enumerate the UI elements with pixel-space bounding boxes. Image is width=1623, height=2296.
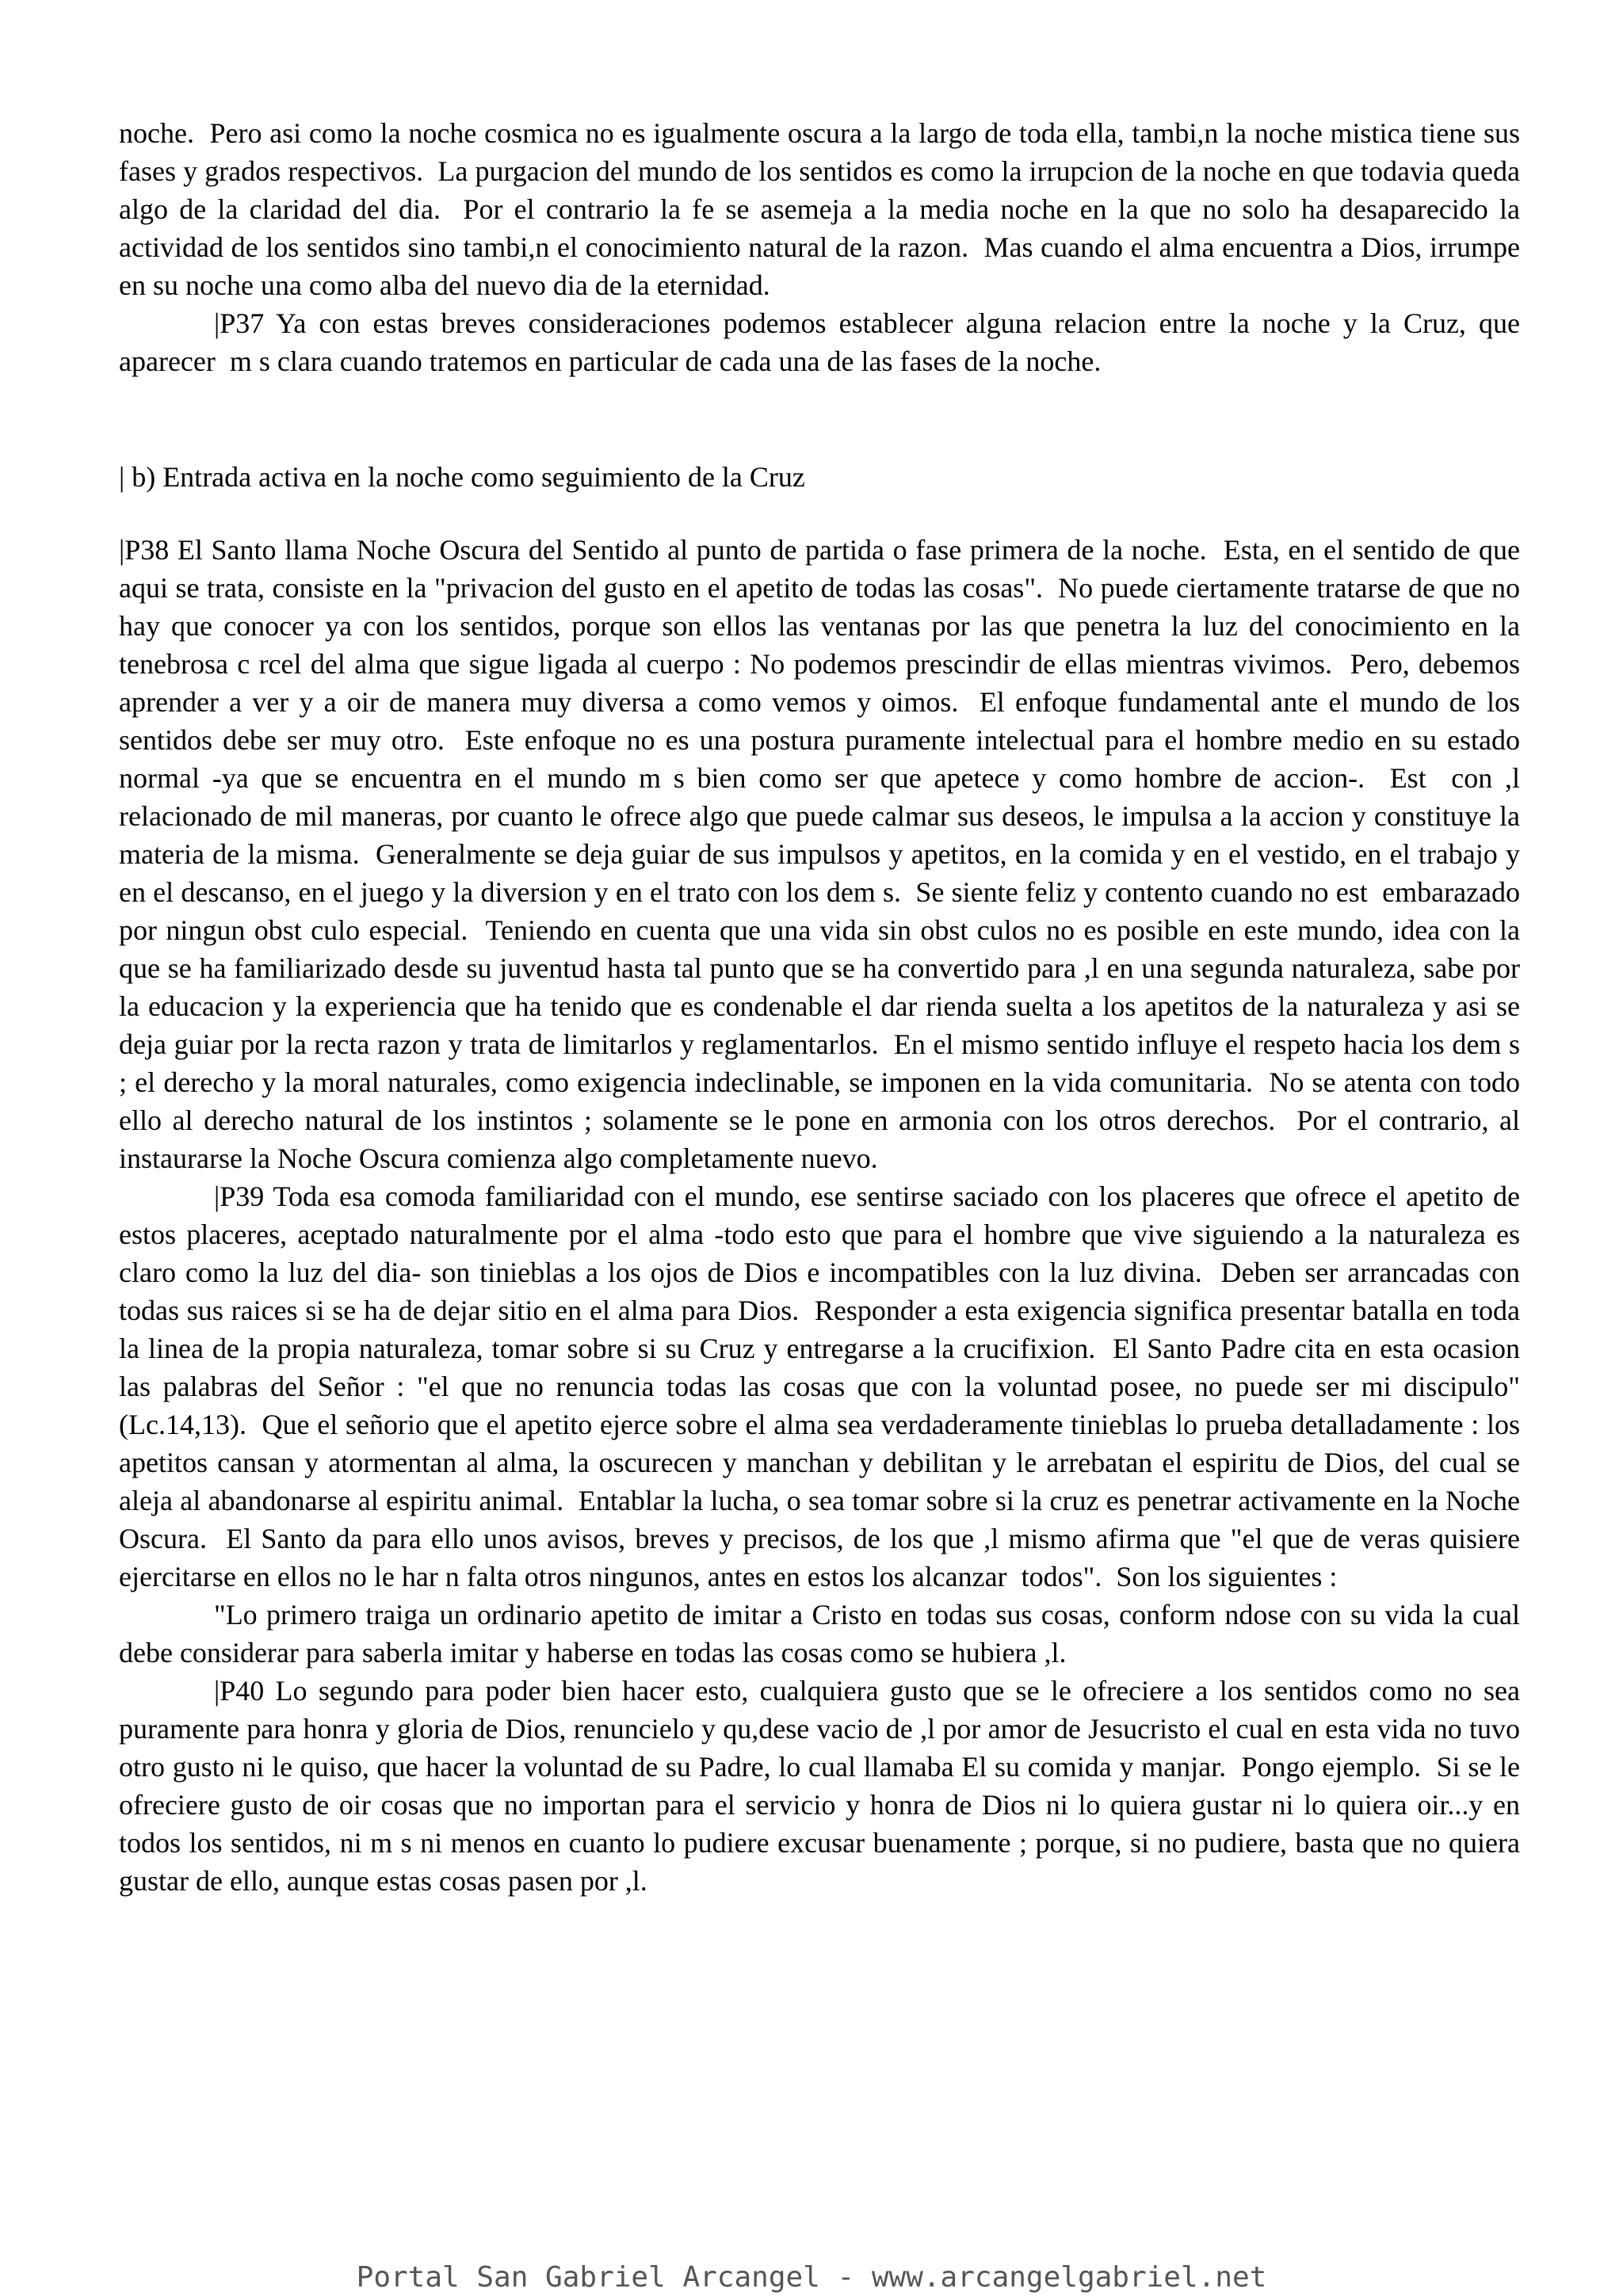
section-heading-b: | b) Entrada activa en la noche como seguimiento de la Cruz <box>119 461 805 493</box>
page-footer: Portal San Gabriel Arcangel - www.arcangelgabriel.net <box>356 2261 1267 2294</box>
document-body <box>119 114 1527 1900</box>
paragraph-quote-lo-primero: "Lo primero traiga un ordinario apetito de imitar a Cristo en todas sus cosas, conform ndose con su vida la cual debe considerar para saberla imitar y haberse en todas las cosas como se hubiera ,l. <box>119 1599 1527 1669</box>
paragraph-p37: |P37 Ya con estas breves consideraciones podemos establecer alguna relacion entre la noche y la Cruz, que aparecer m s clara cuando tratemos en particular de cada una de las fases de la noche. <box>119 307 1527 377</box>
paragraph-p39: |P39 Toda esa comoda familiaridad con el mundo, ese sentirse saciado con los placeres que ofrece el apetito de estos placeres, aceptado naturalmente por el alma -todo esto que para el hombre que vive siguiendo a la naturaleza es claro como la luz del dia- son tinieblas a los ojos de Dios e incompatibles con la luz divina. Deben ser arrancadas con todas sus raices si se ha de dejar sitio en el alma para Dios. Responder a esta exigencia significa presentar batalla en toda la linea de la propia naturaleza, tomar sobre si su Cruz y entregarse a la crucifixion. El Santo Padre cita en esta ocasion las palabras del Señor : "el que no renuncia todas las cosas que con la voluntad posee, no puede ser mi discipulo" (Lc.14,13). Que el señorio que el apetito ejerce sobre el alma sea verdaderamente tinieblas lo prueba detalladamente : los apetitos cansan y atormentan al alma, la oscurecen y manchan y debilitan y le arrebatan el espiritu de Dios, del cual se aleja al abandonarse al espiritu animal. Entablar la lucha, o sea tomar sobre si la cruz es penetrar activamente en la Noche Oscura. El Santo da para ello unos avisos, breves y precisos, de los que ,l mismo afirma que "el que de veras quisiere ejercitarse en ellos no le har n falta otros ningunos, antes en estos los alcanzar todos". Son los siguientes : <box>119 1180 1527 1592</box>
paragraph-p40: |P40 Lo segundo para poder bien hacer esto, cualquiera gusto que se le ofreciere a los sentidos como no sea puramente para honra y gloria de Dios, renuncielo y qu,dese vacio de ,l por amor de Jesucristo el cual en esta vida no tuvo otro gusto ni le quiso, que hacer la voluntad de su Padre, lo cual llamaba El su comida y manjar. Pongo ejemplo. Si se le ofreciere gusto de oir cosas que no importan para el servicio y honra de Dios ni lo quiera gustar ni lo quiera oir...y en todos los sentidos, ni m s ni menos en cuanto lo pudiere excusar buenamente ; porque, si no pudiere, basta que no quiera gustar de ello, aunque estas cosas pasen por ,l. <box>119 1675 1527 1897</box>
paragraph-p38: |P38 El Santo llama Noche Oscura del Sentido al punto de partida o fase primera de la noche. Esta, en el sentido de que aqui se trata, consiste en la "privacion del gusto en el apetito de todas las cosas". No puede ciertamente tratarse de que no hay que conocer ya con los sentidos, porque son ellos las ventanas por las que penetra la luz del conocimiento en la tenebrosa c rcel del alma que sigue ligada al cuerpo : No podemos prescindir de ellas mientras vivimos. Pero, debemos aprender a ver y a oir de manera muy diversa a como vemos y oimos. El enfoque fundamental ante el mundo de los sentidos debe ser muy otro. Este enfoque no es una postura puramente intelectual para el hombre medio en su estado normal -ya que se encuentra en el mundo m s bien como ser que apetece y como hombre de accion-. Est con ,l relacionado de mil maneras, por cuanto le ofrece algo que puede calmar sus deseos, le impulsa a la accion y constituye la materia de la misma. Generalmente se deja guiar de sus impulsos y apetitos, en la comida y en el vestido, en el trabajo y en el descanso, en el juego y la diversion y en el trato con los dem s. Se siente feliz y contento cuando no est embarazado por ningun obst culo especial. Teniendo en cuenta que una vida sin obst culos no es posible en este mundo, idea con la que se ha familiarizado desde su juventud hasta tal punto que se ha convertido para ,l en una segunda naturaleza, sabe por la educacion y la experiencia que ha tenido que es condenable el dar rienda suelta a los apetitos de la naturaleza y asi se deja guiar por la recta razon y trata de limitarlos y reglamentarlos. En el mismo sentido influye el respeto hacia los dem s ; el derecho y la moral naturales, como exigencia indeclinable, se imponen en la vida comunitaria. No se atenta con todo ello al derecho natural de los instintos ; solamente se le pone en armonia con los otros derechos. Por el contrario, al instaurarse la Noche Oscura comienza algo completamente nuevo. <box>119 534 1527 1174</box>
paragraph-noche-continuation: noche. Pero asi como la noche cosmica no es igualmente oscura a la largo de toda ella, tambi,n la noche mistica tiene sus fases y grados respectivos. La purgacion del mundo de los sentidos es como la irrupcion de la noche en que todavia queda algo de la claridad del dia. Por el contrario la fe se asemeja a la media noche en la que no solo ha desaparecido la actividad de los sentidos sino tambi,n el conocimiento natural de la razon. Mas cuando el alma encuentra a Dios, irrumpe en su noche una como alba del nuevo dia de la eternidad. <box>119 117 1527 301</box>
